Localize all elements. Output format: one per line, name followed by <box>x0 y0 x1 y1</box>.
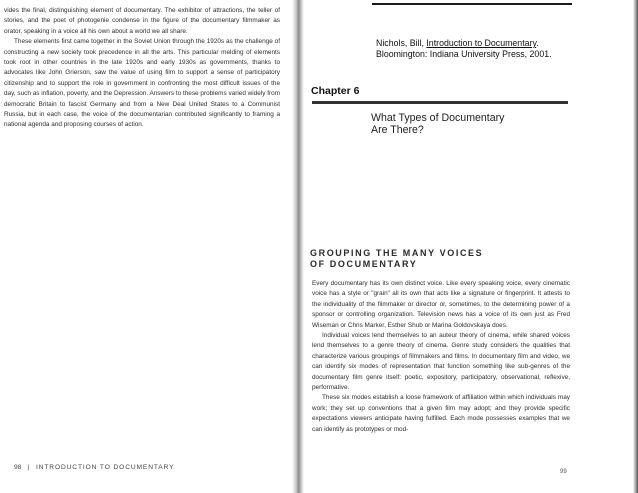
citation-punct: . <box>536 38 539 48</box>
chapter-label: Chapter 6 <box>311 85 360 97</box>
section-heading-line-1: GROUPING THE MANY VOICES <box>310 248 484 258</box>
right-paragraph-3: These six modes establish a loose framework of affiliation within which individuals may work; they set up conventions that a given film may adopt; and they provide specific expectations viewers anticipate having fulfilled. Each mode possesses examples that we can identify as prototypes or mod- <box>312 394 570 433</box>
right-paragraph-2: Individual voices lend themselves to an auteur theory of cinema, while shared voices lend themselves to a genre theory of cinema. Genre study considers the qualities that characterize various groupings of filmmakers and films. In documentary film and video, we can identify six modes of representation that function something like sub-genres of the documentary film genre itself: poetic, expository, participatory, observational, reflexive, performative. <box>312 332 570 392</box>
right-page-number: 99 <box>560 469 567 475</box>
citation-line-1 <box>376 38 552 49</box>
citation <box>376 38 552 60</box>
running-head: INTRODUCTION TO DOCUMENTARY <box>35 464 175 471</box>
chapter-title-line-2: Are There? <box>371 124 424 136</box>
citation-author: Nichols, Bill, <box>376 38 427 48</box>
right-page-body <box>312 279 570 435</box>
left-paragraph-1: vides the final, distinguishing element of documentary. The exhibitor of attractions, the teller of stories, and the poet of photogenie condense in the figure of the documentary filmmaker as orator, speaking in a voice all his own about a world we all share. <box>4 7 280 35</box>
chapter-title-line-1: What Types of Documentary <box>371 112 505 124</box>
left-page-number: 98 <box>14 464 22 471</box>
chapter-rule <box>312 101 568 104</box>
left-page <box>0 0 292 493</box>
section-heading <box>310 248 483 270</box>
chapter-title <box>371 112 504 136</box>
citation-title-link[interactable]: Introduction to Documentary <box>426 38 537 48</box>
top-rule <box>372 3 572 5</box>
left-page-footer <box>14 464 174 471</box>
citation-line-2: Bloomington: Indiana University Press, 2001. <box>376 49 552 59</box>
section-heading-line-2: OF DOCUMENTARY <box>310 259 418 269</box>
book-gutter <box>292 0 304 493</box>
left-page-body <box>4 6 280 131</box>
right-paragraph-1: Every documentary has its own distinct voice. Like every speaking voice, every cinematic voice has a style or "grain" all its own that acts like a signature or fingerprint. It attests to the individuality of the filmmaker or director or, sometimes, to the determining power of a sponsor or controlling organization. Television news has a voice of its own just as Fred Wiseman or Chris Marker, Esther Shub or Marina Goldovskaya does. <box>312 280 570 329</box>
page-edge-shadow <box>633 0 638 493</box>
left-paragraph-2: These elements first came together in the Soviet Union through the 1920s as the challenge of constructing a new society took precedence in all the arts. This particular melding of elements took root in other countries in the late 1920s and early 1930s as governments, thanks to advocates like John Grierson, saw the value of using film to support a sense of participatory citizenship and to support the role in government in confronting the most difficult issues of the day, such as inflation, poverty, and the Depression. Answers to these problems varied widely from democratic Britain to fascist Germany and from a New Deal United States to a Communist Russia, but in each case, the voice of the documentarian contributed significantly to framing a national agenda and proposing courses of action. <box>4 38 280 129</box>
footer-separator: | <box>27 464 30 471</box>
